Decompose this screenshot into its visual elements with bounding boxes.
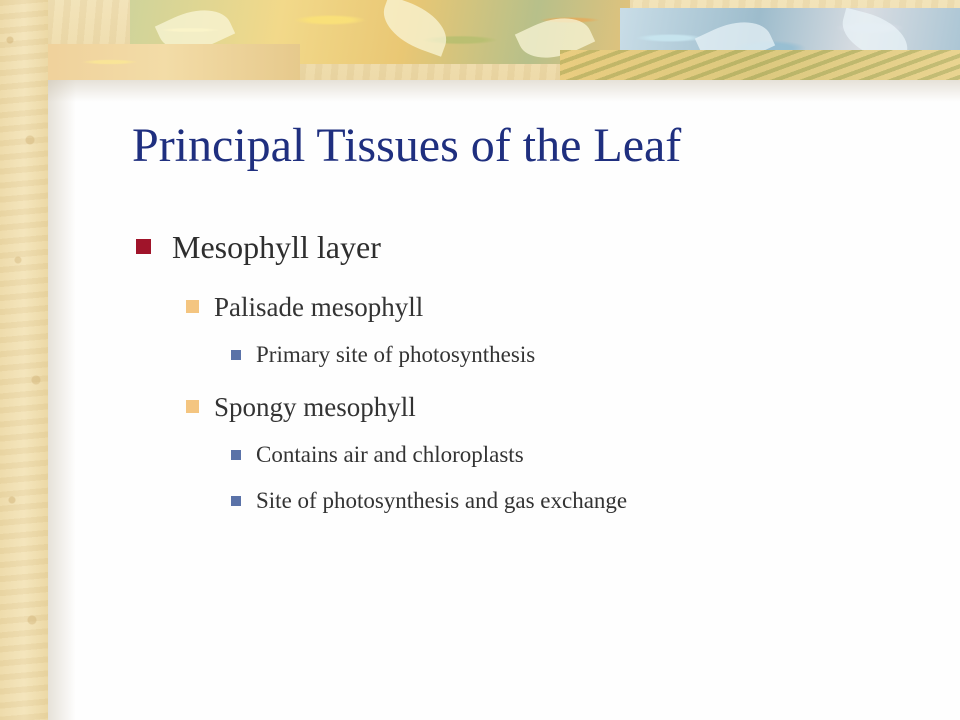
bullet-text: Palisade mesophyll	[214, 292, 424, 322]
bullet-spongy-detail-gas	[136, 478, 916, 524]
bullet-palisade-mesophyll	[136, 282, 916, 332]
leaf-collage-image-strip	[560, 50, 960, 80]
square-bullet-icon	[231, 350, 241, 360]
bullet-palisade-detail	[136, 332, 916, 378]
square-bullet-icon	[186, 400, 199, 413]
top-shadow	[48, 80, 960, 102]
left-parchment-strip	[0, 0, 48, 720]
bullet-spongy-mesophyll	[136, 382, 916, 432]
left-shadow	[48, 80, 76, 720]
leaf-collage-image-left	[30, 44, 300, 80]
bullet-text: Site of photosynthesis and gas exchange	[256, 488, 628, 513]
square-bullet-icon	[136, 239, 151, 254]
bullet-list	[136, 224, 916, 524]
bullet-mesophyll-layer	[136, 224, 916, 270]
bullet-spongy-detail-air	[136, 432, 916, 478]
square-bullet-icon	[231, 496, 241, 506]
slide-title: Principal Tissues of the Leaf	[132, 119, 682, 172]
square-bullet-icon	[186, 300, 199, 313]
square-bullet-icon	[231, 450, 241, 460]
bullet-text: Spongy mesophyll	[214, 392, 416, 422]
bullet-text: Contains air and chloroplasts	[256, 442, 524, 467]
bullet-text: Primary site of photosynthesis	[256, 342, 536, 367]
bullet-text: Mesophyll layer	[172, 229, 381, 265]
